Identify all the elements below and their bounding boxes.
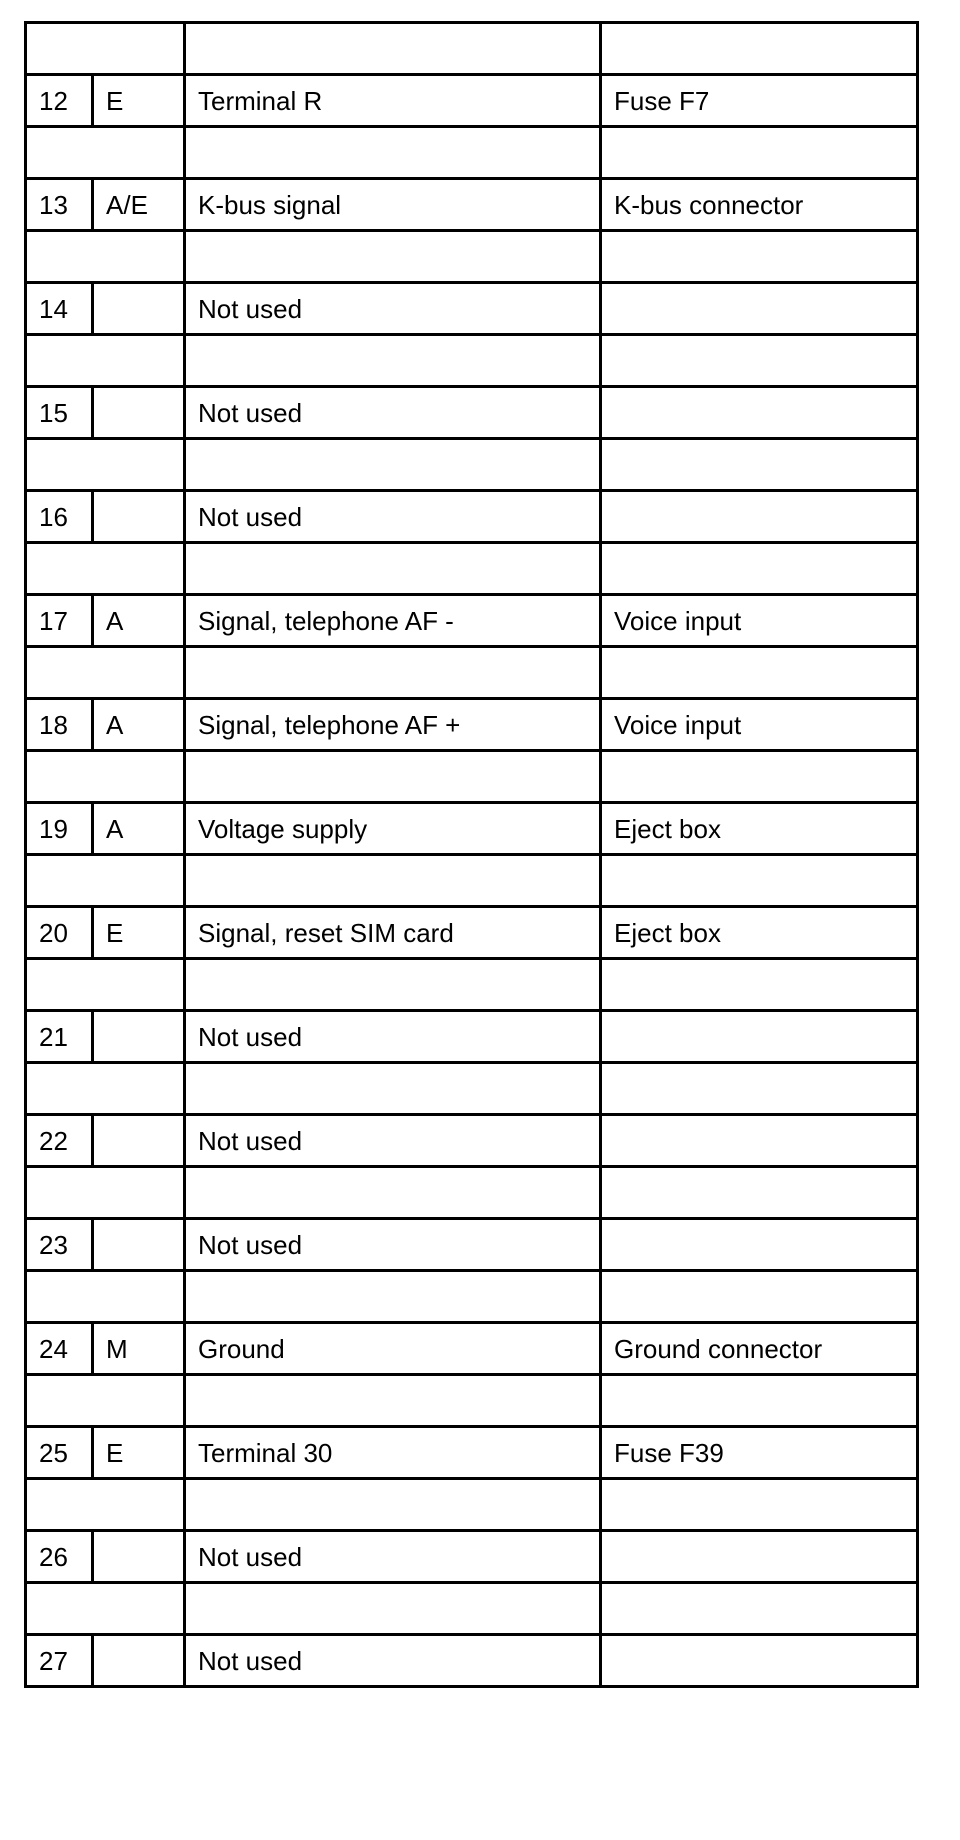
spacer-cell bbox=[26, 543, 185, 595]
table-row bbox=[26, 1427, 918, 1479]
table-row bbox=[26, 699, 918, 751]
spacer-cell bbox=[26, 751, 185, 803]
table-row bbox=[26, 1323, 918, 1375]
spacer-row bbox=[26, 543, 918, 595]
spacer-row bbox=[26, 1167, 918, 1219]
signal-type-cell: A bbox=[93, 699, 185, 751]
signal-type-cell bbox=[93, 387, 185, 439]
spacer-cell bbox=[26, 1063, 185, 1115]
spacer-cell bbox=[601, 1063, 918, 1115]
connection-cell: Fuse F7 bbox=[601, 75, 918, 127]
spacer-cell bbox=[26, 1167, 185, 1219]
table-row bbox=[26, 387, 918, 439]
spacer-cell bbox=[601, 127, 918, 179]
spacer-cell bbox=[185, 1479, 601, 1531]
description-cell: Not used bbox=[185, 1635, 601, 1687]
spacer-cell bbox=[26, 231, 185, 283]
spacer-cell bbox=[185, 959, 601, 1011]
connection-cell: K-bus connector bbox=[601, 179, 918, 231]
signal-type-cell: E bbox=[93, 75, 185, 127]
description-cell: Terminal R bbox=[185, 75, 601, 127]
spacer-row bbox=[26, 1583, 918, 1635]
description-cell: K-bus signal bbox=[185, 179, 601, 231]
spacer-row bbox=[26, 439, 918, 491]
spacer-row bbox=[26, 959, 918, 1011]
description-cell: Not used bbox=[185, 1011, 601, 1063]
pin-number-cell: 19 bbox=[26, 803, 93, 855]
signal-type-cell: A bbox=[93, 803, 185, 855]
connection-cell: Voice input bbox=[601, 699, 918, 751]
spacer-cell bbox=[601, 1583, 918, 1635]
spacer-cell bbox=[26, 855, 185, 907]
spacer-row bbox=[26, 23, 918, 75]
pin-number-cell: 23 bbox=[26, 1219, 93, 1271]
table-row bbox=[26, 1219, 918, 1271]
spacer-row bbox=[26, 1479, 918, 1531]
description-cell: Not used bbox=[185, 1219, 601, 1271]
spacer-cell bbox=[185, 543, 601, 595]
table-row bbox=[26, 283, 918, 335]
pin-number-cell: 16 bbox=[26, 491, 93, 543]
pin-assignment-table bbox=[24, 21, 919, 1688]
pin-number-cell: 12 bbox=[26, 75, 93, 127]
spacer-cell bbox=[26, 335, 185, 387]
connection-cell: Eject box bbox=[601, 803, 918, 855]
pin-number-cell: 26 bbox=[26, 1531, 93, 1583]
spacer-cell bbox=[601, 1271, 918, 1323]
signal-type-cell bbox=[93, 1635, 185, 1687]
spacer-cell bbox=[601, 439, 918, 491]
spacer-cell bbox=[26, 647, 185, 699]
signal-type-cell bbox=[93, 1219, 185, 1271]
spacer-cell bbox=[185, 1167, 601, 1219]
spacer-cell bbox=[26, 23, 185, 75]
spacer-cell bbox=[601, 1375, 918, 1427]
spacer-cell bbox=[26, 959, 185, 1011]
spacer-cell bbox=[26, 1375, 185, 1427]
spacer-cell bbox=[601, 231, 918, 283]
connection-cell bbox=[601, 387, 918, 439]
spacer-cell bbox=[185, 439, 601, 491]
connection-cell: Eject box bbox=[601, 907, 918, 959]
spacer-row bbox=[26, 855, 918, 907]
pin-number-cell: 15 bbox=[26, 387, 93, 439]
spacer-row bbox=[26, 335, 918, 387]
signal-type-cell bbox=[93, 283, 185, 335]
connection-cell bbox=[601, 1531, 918, 1583]
pin-number-cell: 24 bbox=[26, 1323, 93, 1375]
spacer-cell bbox=[601, 1167, 918, 1219]
signal-type-cell bbox=[93, 491, 185, 543]
description-cell: Ground bbox=[185, 1323, 601, 1375]
signal-type-cell: A bbox=[93, 595, 185, 647]
description-cell: Signal, reset SIM card bbox=[185, 907, 601, 959]
table-row bbox=[26, 75, 918, 127]
pin-number-cell: 22 bbox=[26, 1115, 93, 1167]
pin-number-cell: 20 bbox=[26, 907, 93, 959]
spacer-cell bbox=[26, 439, 185, 491]
spacer-row bbox=[26, 1063, 918, 1115]
description-cell: Not used bbox=[185, 387, 601, 439]
pin-number-cell: 14 bbox=[26, 283, 93, 335]
spacer-cell bbox=[601, 335, 918, 387]
spacer-cell bbox=[601, 23, 918, 75]
description-cell: Not used bbox=[185, 491, 601, 543]
signal-type-cell bbox=[93, 1115, 185, 1167]
spacer-cell bbox=[601, 543, 918, 595]
connection-cell bbox=[601, 491, 918, 543]
signal-type-cell bbox=[93, 1011, 185, 1063]
table-row bbox=[26, 907, 918, 959]
table-row bbox=[26, 1011, 918, 1063]
description-cell: Not used bbox=[185, 283, 601, 335]
connection-cell bbox=[601, 1011, 918, 1063]
spacer-cell bbox=[185, 23, 601, 75]
connection-cell bbox=[601, 1115, 918, 1167]
connection-cell bbox=[601, 283, 918, 335]
table-row bbox=[26, 1115, 918, 1167]
pin-table-body bbox=[26, 23, 918, 1687]
description-cell: Terminal 30 bbox=[185, 1427, 601, 1479]
spacer-row bbox=[26, 1271, 918, 1323]
table-row bbox=[26, 491, 918, 543]
connection-cell: Ground connector bbox=[601, 1323, 918, 1375]
pin-number-cell: 18 bbox=[26, 699, 93, 751]
pin-number-cell: 17 bbox=[26, 595, 93, 647]
spacer-cell bbox=[601, 959, 918, 1011]
description-cell: Signal, telephone AF + bbox=[185, 699, 601, 751]
table-row bbox=[26, 803, 918, 855]
pin-number-cell: 27 bbox=[26, 1635, 93, 1687]
signal-type-cell bbox=[93, 1531, 185, 1583]
description-cell: Not used bbox=[185, 1115, 601, 1167]
connection-cell bbox=[601, 1635, 918, 1687]
signal-type-cell: E bbox=[93, 907, 185, 959]
spacer-cell bbox=[26, 1271, 185, 1323]
table-row bbox=[26, 595, 918, 647]
signal-type-cell: E bbox=[93, 1427, 185, 1479]
spacer-cell bbox=[185, 855, 601, 907]
table-row bbox=[26, 179, 918, 231]
description-cell: Voltage supply bbox=[185, 803, 601, 855]
spacer-row bbox=[26, 751, 918, 803]
spacer-cell bbox=[185, 751, 601, 803]
spacer-cell bbox=[185, 1271, 601, 1323]
connection-cell bbox=[601, 1219, 918, 1271]
spacer-cell bbox=[26, 127, 185, 179]
spacer-row bbox=[26, 1375, 918, 1427]
spacer-cell bbox=[185, 127, 601, 179]
signal-type-cell: M bbox=[93, 1323, 185, 1375]
spacer-cell bbox=[185, 1063, 601, 1115]
spacer-cell bbox=[185, 231, 601, 283]
spacer-cell bbox=[601, 751, 918, 803]
connection-cell: Fuse F39 bbox=[601, 1427, 918, 1479]
pin-number-cell: 21 bbox=[26, 1011, 93, 1063]
table-row bbox=[26, 1531, 918, 1583]
spacer-cell bbox=[185, 647, 601, 699]
table-row bbox=[26, 1635, 918, 1687]
pin-number-cell: 25 bbox=[26, 1427, 93, 1479]
signal-type-cell: A/E bbox=[93, 179, 185, 231]
spacer-cell bbox=[601, 647, 918, 699]
pin-number-cell: 13 bbox=[26, 179, 93, 231]
spacer-cell bbox=[26, 1479, 185, 1531]
spacer-cell bbox=[601, 1479, 918, 1531]
spacer-cell bbox=[185, 1375, 601, 1427]
description-cell: Signal, telephone AF - bbox=[185, 595, 601, 647]
spacer-cell bbox=[26, 1583, 185, 1635]
spacer-cell bbox=[185, 335, 601, 387]
connection-cell: Voice input bbox=[601, 595, 918, 647]
description-cell: Not used bbox=[185, 1531, 601, 1583]
spacer-row bbox=[26, 231, 918, 283]
spacer-row bbox=[26, 647, 918, 699]
spacer-row bbox=[26, 127, 918, 179]
spacer-cell bbox=[601, 855, 918, 907]
spacer-cell bbox=[185, 1583, 601, 1635]
